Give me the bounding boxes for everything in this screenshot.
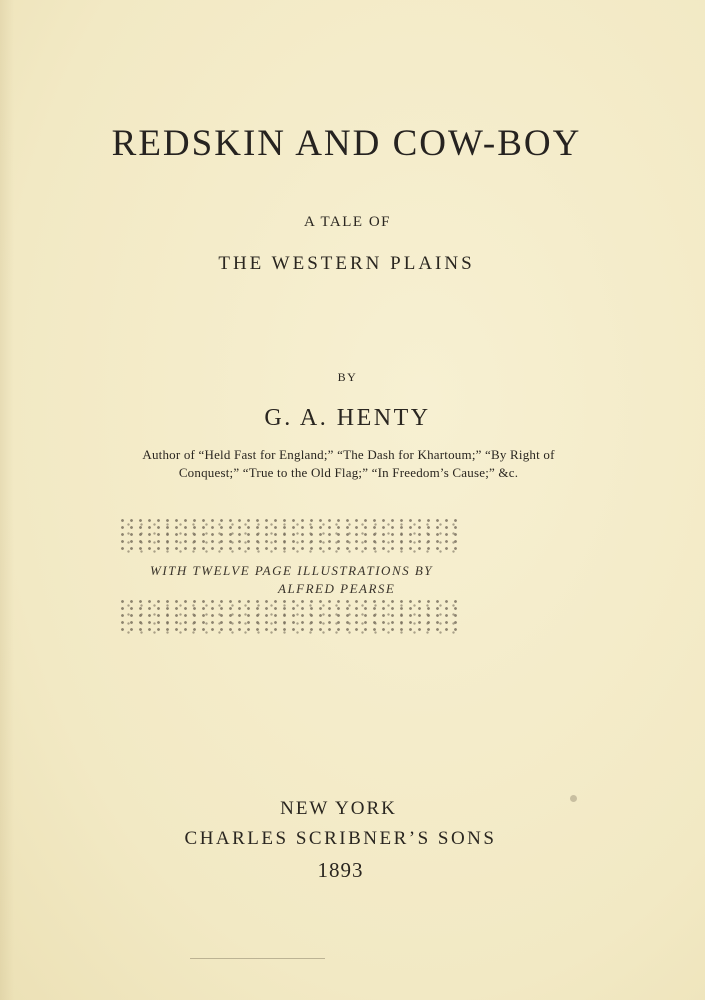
book-title: REDSKIN AND COW-BOY [111,123,582,164]
bottom-rule [190,958,325,959]
publication-year: 1893 [317,858,364,882]
by-label: BY [337,370,358,384]
other-works-line-2: Conquest;” “True to the Old Flag;” “In Freedom’s Cause;” &c. [178,465,519,480]
subtitle-line-2: THE WESTERN PLAINS [218,253,475,274]
library-stamp-perforation-bottom [118,598,458,634]
paper-speck [570,795,577,802]
illustrator-name: ALFRED PEARSE [278,581,396,596]
illustrations-credit [150,563,550,597]
other-works-line-1: Author of “Held Fast for England;” “The Dash for Khartoum;” “By Right of [142,447,555,462]
publisher-name: CHARLES SCRIBNER’S SONS [184,828,497,849]
publisher-city: NEW YORK [280,798,397,819]
subtitle-line-1: A TALE OF [303,214,392,230]
author-name: G. A. HENTY [264,405,431,431]
illustrations-line-1: WITH TWELVE PAGE ILLUSTRATIONS BY [150,563,434,578]
other-works [0,446,701,482]
library-stamp-perforation-top [118,517,458,553]
